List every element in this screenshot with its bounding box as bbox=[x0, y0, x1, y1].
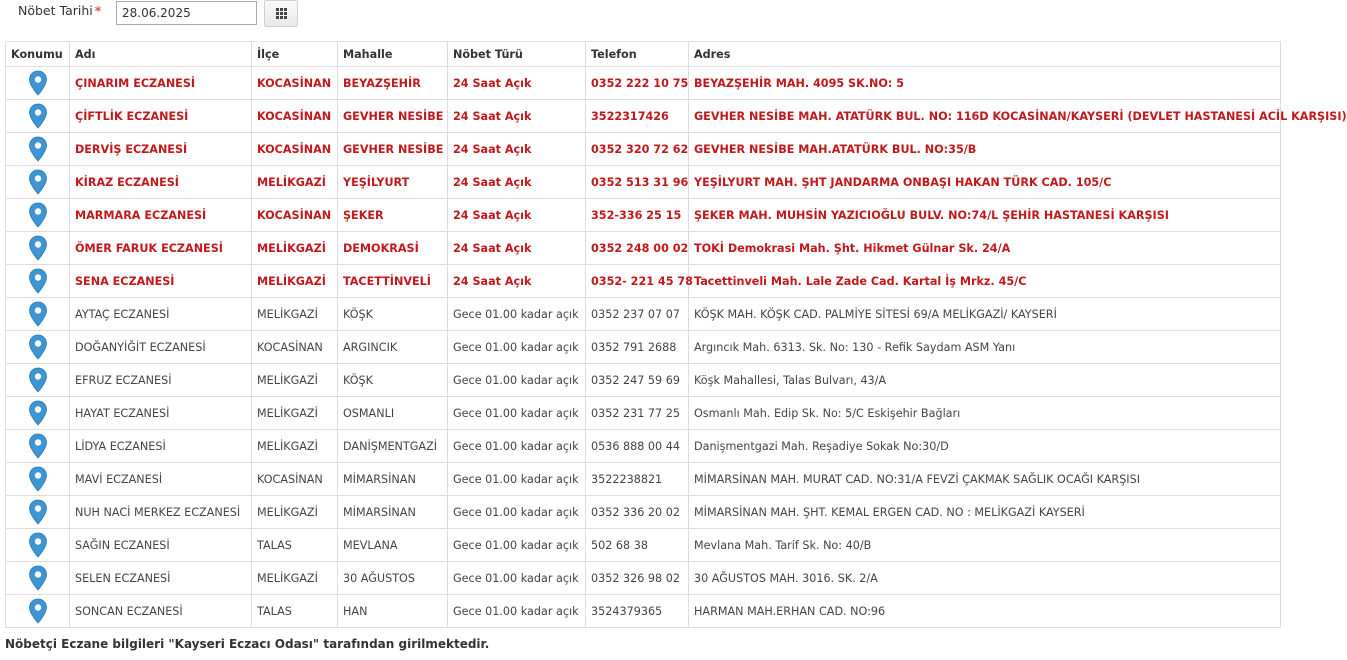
cell-duty-type: Gece 01.00 kadar açık bbox=[448, 529, 586, 562]
cell-duty-type: 24 Saat Açık bbox=[448, 67, 586, 100]
cell-location[interactable] bbox=[6, 166, 70, 199]
table-row bbox=[6, 595, 1281, 628]
cell-location[interactable] bbox=[6, 199, 70, 232]
cell-name: MARMARA ECZANESİ bbox=[70, 199, 252, 232]
cell-name: AYTAÇ ECZANESİ bbox=[70, 298, 252, 331]
cell-neighborhood: MEVLANA bbox=[338, 529, 448, 562]
cell-phone: 0352 222 10 75 bbox=[586, 67, 689, 100]
cell-location[interactable] bbox=[6, 100, 70, 133]
cell-address: YEŞİLYURT MAH. ŞHT JANDARMA ONBAŞI HAKAN TÜRK CAD. 105/C bbox=[689, 166, 1281, 199]
cell-neighborhood: GEVHER NESİBE bbox=[338, 100, 448, 133]
cell-location[interactable] bbox=[6, 562, 70, 595]
table-row bbox=[6, 67, 1281, 100]
cell-duty-type: Gece 01.00 kadar açık bbox=[448, 298, 586, 331]
cell-district: TALAS bbox=[252, 595, 338, 628]
cell-phone: 3522317426 bbox=[586, 100, 689, 133]
cell-duty-type: 24 Saat Açık bbox=[448, 265, 586, 298]
table-row bbox=[6, 133, 1281, 166]
duty-date-label bbox=[18, 3, 101, 18]
duty-date-input[interactable] bbox=[116, 1, 257, 25]
cell-address: Danişmentgazi Mah. Reşadiye Sokak No:30/D bbox=[689, 430, 1281, 463]
cell-location[interactable] bbox=[6, 265, 70, 298]
cell-district: MELİKGAZİ bbox=[252, 265, 338, 298]
cell-address: HARMAN MAH.ERHAN CAD. NO:96 bbox=[689, 595, 1281, 628]
cell-phone: 0352 336 20 02 bbox=[586, 496, 689, 529]
cell-location[interactable] bbox=[6, 364, 70, 397]
cell-name: NUH NACİ MERKEZ ECZANESİ bbox=[70, 496, 252, 529]
cell-phone: 0536 888 00 44 bbox=[586, 430, 689, 463]
cell-phone: 352-336 25 15 bbox=[586, 199, 689, 232]
cell-phone: 0352 247 59 69 bbox=[586, 364, 689, 397]
cell-phone: 0352 326 98 02 bbox=[586, 562, 689, 595]
cell-phone: 0352- 221 45 78 bbox=[586, 265, 689, 298]
cell-district: MELİKGAZİ bbox=[252, 298, 338, 331]
cell-address: Argıncık Mah. 6313. Sk. No: 130 - Refik Saydam ASM Yanı bbox=[689, 331, 1281, 364]
cell-name: DERVİŞ ECZANESİ bbox=[70, 133, 252, 166]
header-district: İlçe bbox=[252, 42, 338, 67]
cell-location[interactable] bbox=[6, 529, 70, 562]
cell-phone: 0352 791 2688 bbox=[586, 331, 689, 364]
cell-district: KOCASİNAN bbox=[252, 133, 338, 166]
cell-phone: 502 68 38 bbox=[586, 529, 689, 562]
table-body bbox=[6, 67, 1347, 628]
cell-neighborhood: BEYAZŞEHİR bbox=[338, 67, 448, 100]
cell-duty-type: Gece 01.00 kadar açık bbox=[448, 595, 586, 628]
map-pin-icon[interactable] bbox=[28, 103, 48, 129]
cell-name: EFRUZ ECZANESİ bbox=[70, 364, 252, 397]
cell-name: SONCAN ECZANESİ bbox=[70, 595, 252, 628]
cell-duty-type: 24 Saat Açık bbox=[448, 133, 586, 166]
table-row bbox=[6, 496, 1281, 529]
map-pin-icon[interactable] bbox=[28, 268, 48, 294]
cell-location[interactable] bbox=[6, 298, 70, 331]
cell-phone: 0352 248 00 02 bbox=[586, 232, 689, 265]
cell-district: MELİKGAZİ bbox=[252, 430, 338, 463]
table-header-row bbox=[6, 42, 1281, 67]
table-row bbox=[6, 364, 1281, 397]
cell-neighborhood: HAN bbox=[338, 595, 448, 628]
cell-duty-type: 24 Saat Açık bbox=[448, 232, 586, 265]
cell-duty-type: 24 Saat Açık bbox=[448, 166, 586, 199]
cell-location[interactable] bbox=[6, 133, 70, 166]
cell-address: Köşk Mahallesi, Talas Bulvarı, 43/A bbox=[689, 364, 1281, 397]
cell-name: ÇINARIM ECZANESİ bbox=[70, 67, 252, 100]
calendar-button[interactable] bbox=[264, 0, 298, 27]
cell-location[interactable] bbox=[6, 331, 70, 364]
cell-phone: 0352 237 07 07 bbox=[586, 298, 689, 331]
cell-duty-type: 24 Saat Açık bbox=[448, 100, 586, 133]
header-neighborhood: Mahalle bbox=[338, 42, 448, 67]
cell-name: LİDYA ECZANESİ bbox=[70, 430, 252, 463]
header-name: Adı bbox=[70, 42, 252, 67]
table-row bbox=[6, 298, 1281, 331]
cell-duty-type: 24 Saat Açık bbox=[448, 199, 586, 232]
table-row bbox=[6, 100, 1281, 133]
cell-duty-type: Gece 01.00 kadar açık bbox=[448, 364, 586, 397]
cell-location[interactable] bbox=[6, 397, 70, 430]
cell-district: MELİKGAZİ bbox=[252, 562, 338, 595]
cell-district: MELİKGAZİ bbox=[252, 397, 338, 430]
cell-location[interactable] bbox=[6, 430, 70, 463]
cell-district: KOCASİNAN bbox=[252, 199, 338, 232]
cell-neighborhood: GEVHER NESİBE bbox=[338, 133, 448, 166]
cell-address: GEVHER NESİBE MAH.ATATÜRK BUL. NO:35/B bbox=[689, 133, 1281, 166]
cell-name: KİRAZ ECZANESİ bbox=[70, 166, 252, 199]
map-pin-icon[interactable] bbox=[28, 466, 48, 492]
map-pin-icon[interactable] bbox=[28, 499, 48, 525]
cell-phone: 0352 231 77 25 bbox=[586, 397, 689, 430]
cell-address: Osmanlı Mah. Edip Sk. No: 5/C Eskişehir Bağları bbox=[689, 397, 1281, 430]
pharmacy-table bbox=[5, 41, 1347, 628]
calendar-grid-icon bbox=[276, 8, 287, 19]
cell-location[interactable] bbox=[6, 232, 70, 265]
cell-address: Mevlana Mah. Tarif Sk. No: 40/B bbox=[689, 529, 1281, 562]
map-pin-icon[interactable] bbox=[28, 334, 48, 360]
cell-address: BEYAZŞEHİR MAH. 4095 SK.NO: 5 bbox=[689, 67, 1281, 100]
cell-district: KOCASİNAN bbox=[252, 100, 338, 133]
table-row bbox=[6, 232, 1281, 265]
map-pin-icon[interactable] bbox=[28, 565, 48, 591]
cell-address: Tacettinveli Mah. Lale Zade Cad. Kartal İş Mrkz. 45/C bbox=[689, 265, 1281, 298]
cell-district: KOCASİNAN bbox=[252, 331, 338, 364]
map-pin-icon[interactable] bbox=[28, 301, 48, 327]
cell-phone: 3522238821 bbox=[586, 463, 689, 496]
cell-neighborhood: OSMANLI bbox=[338, 397, 448, 430]
cell-name: SENA ECZANESİ bbox=[70, 265, 252, 298]
table-row bbox=[6, 331, 1281, 364]
map-pin-icon[interactable] bbox=[28, 433, 48, 459]
cell-neighborhood: MİMARSİNAN bbox=[338, 496, 448, 529]
table-row bbox=[6, 562, 1281, 595]
table-row bbox=[6, 166, 1281, 199]
cell-district: MELİKGAZİ bbox=[252, 496, 338, 529]
table-row bbox=[6, 463, 1281, 496]
cell-name: SAĞIN ECZANESİ bbox=[70, 529, 252, 562]
cell-neighborhood: KÖŞK bbox=[338, 298, 448, 331]
duty-date-filter bbox=[0, 0, 1280, 36]
cell-duty-type: Gece 01.00 kadar açık bbox=[448, 496, 586, 529]
cell-duty-type: Gece 01.00 kadar açık bbox=[448, 430, 586, 463]
map-pin-icon[interactable] bbox=[28, 70, 48, 96]
cell-duty-type: Gece 01.00 kadar açık bbox=[448, 331, 586, 364]
cell-district: TALAS bbox=[252, 529, 338, 562]
footer-note: Nöbetçi Eczane bilgileri "Kayseri Eczacı Odası" tarafından girilmektedir. bbox=[5, 637, 490, 651]
cell-location[interactable] bbox=[6, 496, 70, 529]
cell-neighborhood: DEMOKRASİ bbox=[338, 232, 448, 265]
cell-address: GEVHER NESİBE MAH. ATATÜRK BUL. NO: 116D KOCASİNAN/KAYSERİ (DEVLET HASTANESİ ACİL KARŞISI) bbox=[689, 100, 1281, 133]
map-pin-icon[interactable] bbox=[28, 400, 48, 426]
cell-phone: 3524379365 bbox=[586, 595, 689, 628]
cell-district: KOCASİNAN bbox=[252, 463, 338, 496]
cell-neighborhood: YEŞİLYURT bbox=[338, 166, 448, 199]
map-pin-icon[interactable] bbox=[28, 532, 48, 558]
table-row bbox=[6, 265, 1281, 298]
map-pin-icon[interactable] bbox=[28, 367, 48, 393]
table-row bbox=[6, 199, 1281, 232]
cell-name: HAYAT ECZANESİ bbox=[70, 397, 252, 430]
cell-address: KÖŞK MAH. KÖŞK CAD. PALMİYE SİTESİ 69/A MELİKGAZİ/ KAYSERİ bbox=[689, 298, 1281, 331]
cell-neighborhood: DANİŞMENTGAZİ bbox=[338, 430, 448, 463]
duty-date-label-text: Nöbet Tarihi bbox=[18, 3, 93, 18]
cell-name: ÖMER FARUK ECZANESİ bbox=[70, 232, 252, 265]
cell-phone: 0352 320 72 62 bbox=[586, 133, 689, 166]
map-pin-icon[interactable] bbox=[28, 202, 48, 228]
required-mark: * bbox=[94, 3, 102, 18]
header-address: Adres bbox=[689, 42, 1281, 67]
cell-district: MELİKGAZİ bbox=[252, 166, 338, 199]
map-pin-icon[interactable] bbox=[28, 136, 48, 162]
cell-district: KOCASİNAN bbox=[252, 67, 338, 100]
cell-location[interactable] bbox=[6, 463, 70, 496]
cell-address: 30 AĞUSTOS MAH. 3016. SK. 2/A bbox=[689, 562, 1281, 595]
cell-name: SELEN ECZANESİ bbox=[70, 562, 252, 595]
cell-duty-type: Gece 01.00 kadar açık bbox=[448, 463, 586, 496]
header-phone: Telefon bbox=[586, 42, 689, 67]
cell-name: MAVİ ECZANESİ bbox=[70, 463, 252, 496]
map-pin-icon[interactable] bbox=[28, 169, 48, 195]
cell-neighborhood: MİMARSİNAN bbox=[338, 463, 448, 496]
cell-address: ŞEKER MAH. MUHSİN YAZICIOĞLU BULV. NO:74/L ŞEHİR HASTANESİ KARŞISI bbox=[689, 199, 1281, 232]
cell-neighborhood: ARGINCIK bbox=[338, 331, 448, 364]
cell-district: MELİKGAZİ bbox=[252, 364, 338, 397]
header-duty-type: Nöbet Türü bbox=[448, 42, 586, 67]
table-row bbox=[6, 397, 1281, 430]
cell-location[interactable] bbox=[6, 67, 70, 100]
cell-neighborhood: ŞEKER bbox=[338, 199, 448, 232]
cell-neighborhood: 30 AĞUSTOS bbox=[338, 562, 448, 595]
cell-neighborhood: TACETTİNVELİ bbox=[338, 265, 448, 298]
table-row bbox=[6, 430, 1281, 463]
cell-neighborhood: KÖŞK bbox=[338, 364, 448, 397]
cell-location[interactable] bbox=[6, 595, 70, 628]
cell-duty-type: Gece 01.00 kadar açık bbox=[448, 397, 586, 430]
cell-name: DOĞANYİĞİT ECZANESİ bbox=[70, 331, 252, 364]
cell-address: MİMARSİNAN MAH. ŞHT. KEMAL ERGEN CAD. NO : MELİKGAZİ KAYSERİ bbox=[689, 496, 1281, 529]
table-row bbox=[6, 529, 1281, 562]
cell-address: TOKİ Demokrasi Mah. Şht. Hikmet Gülnar Sk. 24/A bbox=[689, 232, 1281, 265]
cell-phone: 0352 513 31 96 bbox=[586, 166, 689, 199]
cell-address: MİMARSİNAN MAH. MURAT CAD. NO:31/A FEVZİ ÇAKMAK SAĞLIK OCAĞI KARŞISI bbox=[689, 463, 1281, 496]
cell-duty-type: Gece 01.00 kadar açık bbox=[448, 562, 586, 595]
cell-district: MELİKGAZİ bbox=[252, 232, 338, 265]
map-pin-icon[interactable] bbox=[28, 598, 48, 624]
cell-name: ÇİFTLİK ECZANESİ bbox=[70, 100, 252, 133]
header-location: Konumu bbox=[6, 42, 70, 67]
map-pin-icon[interactable] bbox=[28, 235, 48, 261]
